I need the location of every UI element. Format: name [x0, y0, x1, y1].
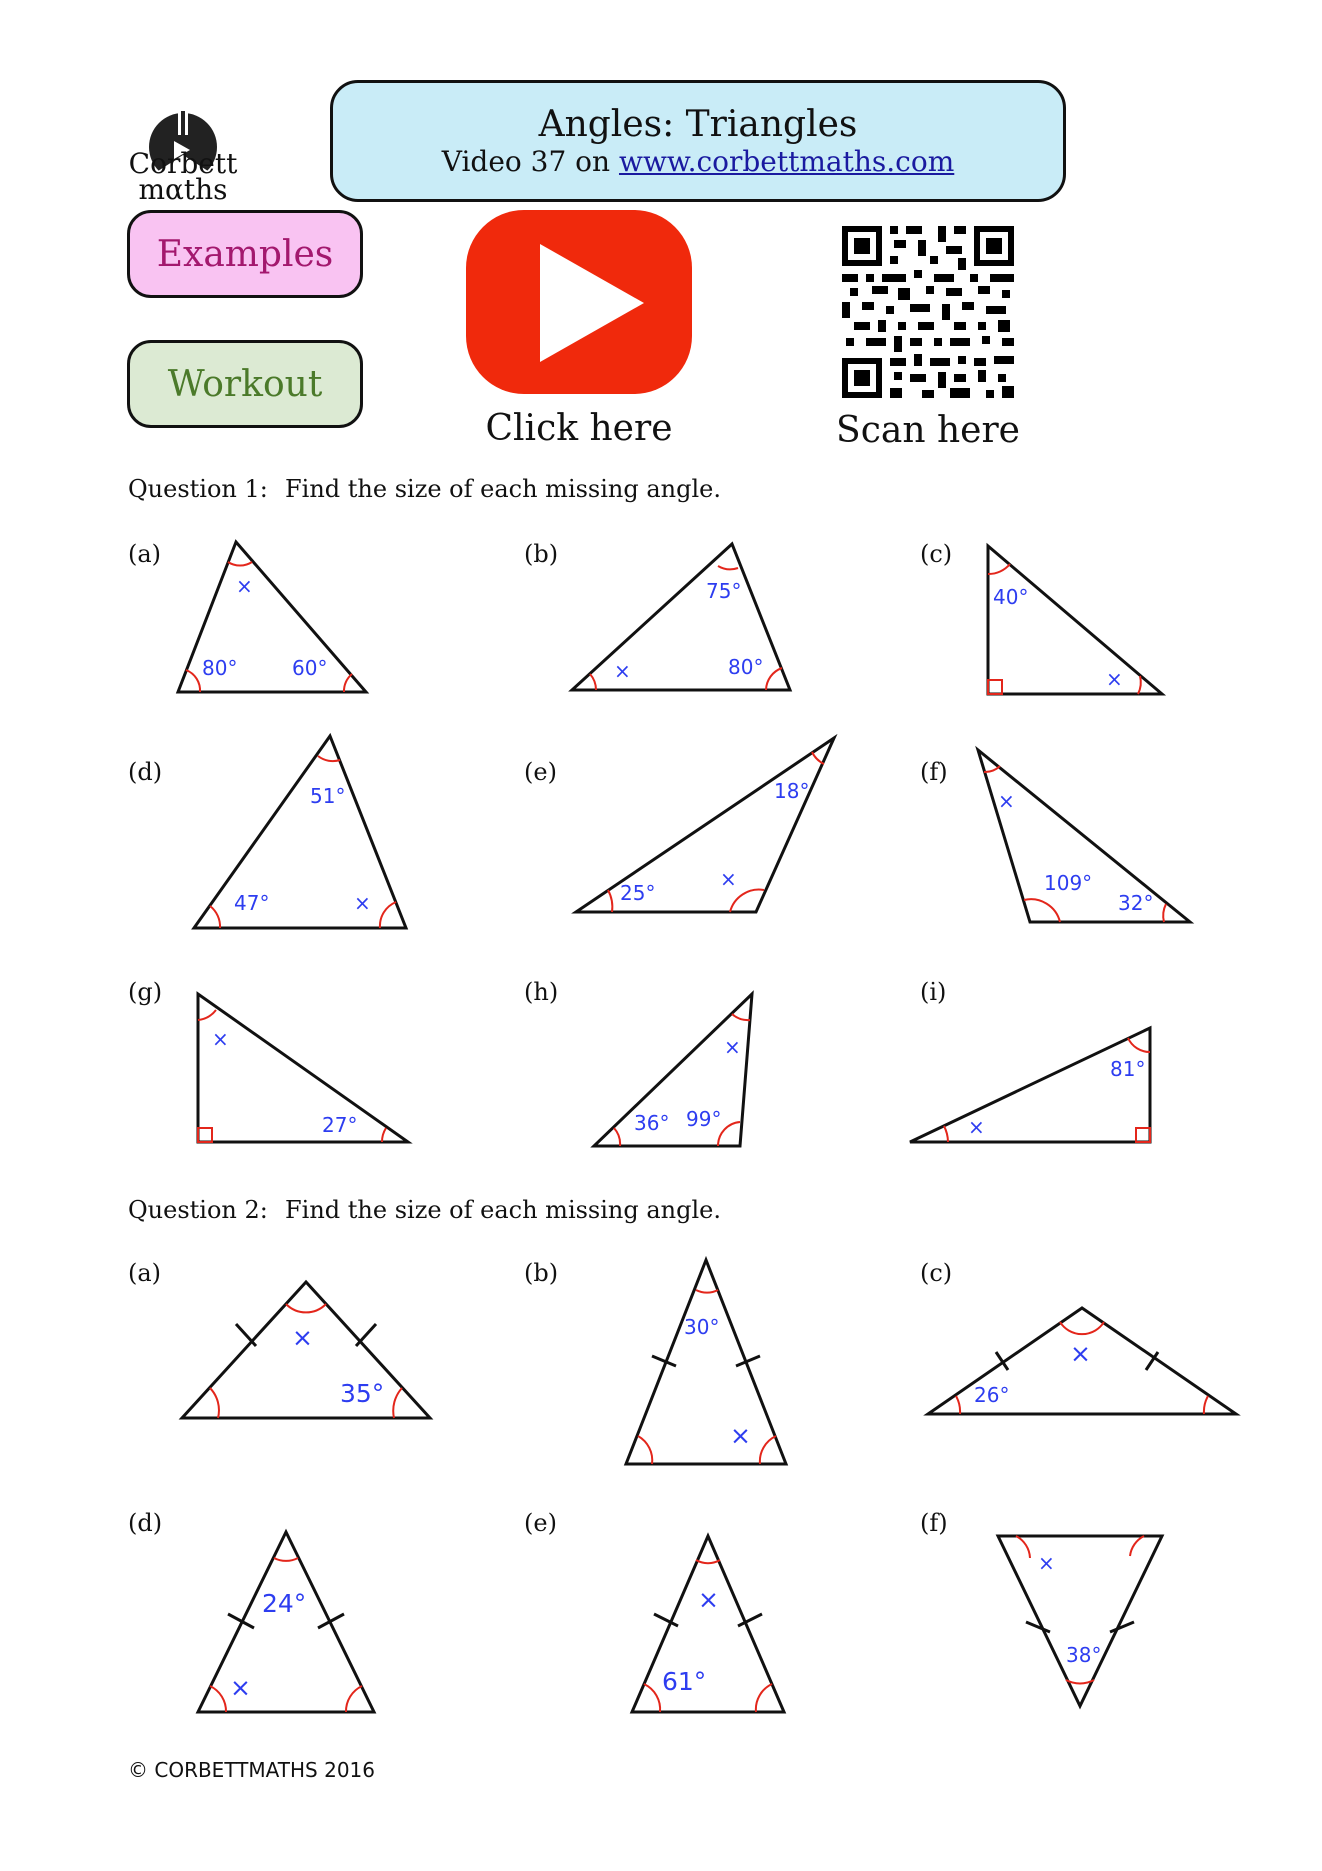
angle-label: 35°: [340, 1379, 385, 1408]
angle-label: ×: [230, 1673, 251, 1702]
angle-label: 51°: [310, 784, 346, 808]
angle-label: ×: [614, 659, 631, 683]
logo-wordmark-bottom: mαths: [138, 173, 228, 206]
triangle-q1i: [910, 1028, 1150, 1142]
part-label: (a): [128, 1259, 162, 1287]
angle-label: 80°: [728, 655, 764, 679]
angle-label: ×: [724, 1035, 741, 1059]
angle-label: ×: [1106, 667, 1123, 691]
angle-label: 40°: [993, 585, 1029, 609]
angle-label: 24°: [262, 1589, 307, 1618]
angle-label: 75°: [706, 579, 742, 603]
angle-label: ×: [212, 1027, 229, 1051]
part-label: (h): [524, 978, 559, 1006]
part-label: (e): [524, 1509, 557, 1537]
click-here-label[interactable]: Click here: [485, 408, 673, 449]
angle-label: 81°: [1110, 1057, 1146, 1081]
angle-label: ×: [968, 1115, 985, 1139]
question-instruction: Find the size of each missing angle.: [285, 475, 722, 503]
question-number: Question 2:: [128, 1196, 268, 1224]
angle-label: ×: [720, 867, 737, 891]
angle-label: ×: [998, 789, 1015, 813]
logo-wordmark-top: Corbett: [128, 147, 238, 180]
part-label: (b): [524, 1259, 559, 1287]
angle-label: 109°: [1044, 871, 1093, 895]
angle-label: 61°: [662, 1667, 707, 1696]
part-label: (c): [920, 540, 953, 568]
angle-label: 47°: [234, 891, 270, 915]
angle-label: ×: [292, 1323, 313, 1352]
triangle-q1g: [198, 994, 408, 1142]
triangle-q2f: [998, 1536, 1162, 1706]
question-number: Question 1:: [128, 475, 268, 503]
angle-label: 32°: [1118, 891, 1154, 915]
angle-label: 99°: [686, 1107, 722, 1131]
part-label: (i): [920, 978, 947, 1006]
question-instruction: Find the size of each missing angle.: [285, 1196, 722, 1224]
subtitle-prefix: Video 37 on: [441, 145, 619, 178]
triangle-q1c: [988, 546, 1162, 694]
angle-label: ×: [354, 891, 371, 915]
part-label: (f): [920, 1509, 948, 1537]
part-label: (d): [128, 758, 163, 786]
part-label: (d): [128, 1509, 163, 1537]
angle-label: 36°: [634, 1111, 670, 1135]
angle-label: 18°: [774, 779, 810, 803]
workout-button[interactable]: Workout: [127, 340, 363, 428]
angle-label: 60°: [292, 656, 328, 680]
part-label: (g): [128, 978, 163, 1006]
angle-label: ×: [1070, 1339, 1091, 1368]
triangle-q1f: [978, 750, 1190, 922]
part-label: (b): [524, 540, 559, 568]
page-title: Angles: Triangles: [538, 104, 858, 145]
triangle-q1d: [194, 736, 406, 928]
triangle-q1b: [572, 544, 790, 690]
part-label: (c): [920, 1259, 953, 1287]
part-label: (a): [128, 540, 162, 568]
angle-label: 26°: [974, 1383, 1010, 1407]
triangle-q1e: [576, 738, 834, 912]
angle-label: 38°: [1066, 1643, 1102, 1667]
website-link[interactable]: www.corbettmaths.com: [618, 145, 955, 178]
copyright-footer: © CORBETTMATHS 2016: [128, 1758, 375, 1782]
triangle-q2e: [632, 1536, 784, 1712]
triangle-q1h: [594, 994, 752, 1146]
angle-label: ×: [698, 1585, 719, 1614]
triangle-q2c: [928, 1308, 1236, 1414]
triangle-q2a: [182, 1282, 430, 1418]
part-label: (f): [920, 758, 948, 786]
angle-label: 25°: [620, 881, 656, 905]
angle-label: 30°: [684, 1315, 720, 1339]
angle-label: ×: [730, 1421, 751, 1450]
scan-here-label: Scan here: [836, 410, 1020, 451]
part-label: (e): [524, 758, 557, 786]
angle-label: 27°: [322, 1113, 358, 1137]
triangle-q2d: [198, 1532, 374, 1712]
angle-label: ×: [1038, 1551, 1055, 1575]
angle-label: ×: [236, 574, 253, 598]
angle-label: 80°: [202, 656, 238, 680]
examples-button[interactable]: Examples: [127, 210, 363, 298]
triangle-q2b: [626, 1260, 786, 1464]
triangle-q1a: [178, 542, 366, 692]
